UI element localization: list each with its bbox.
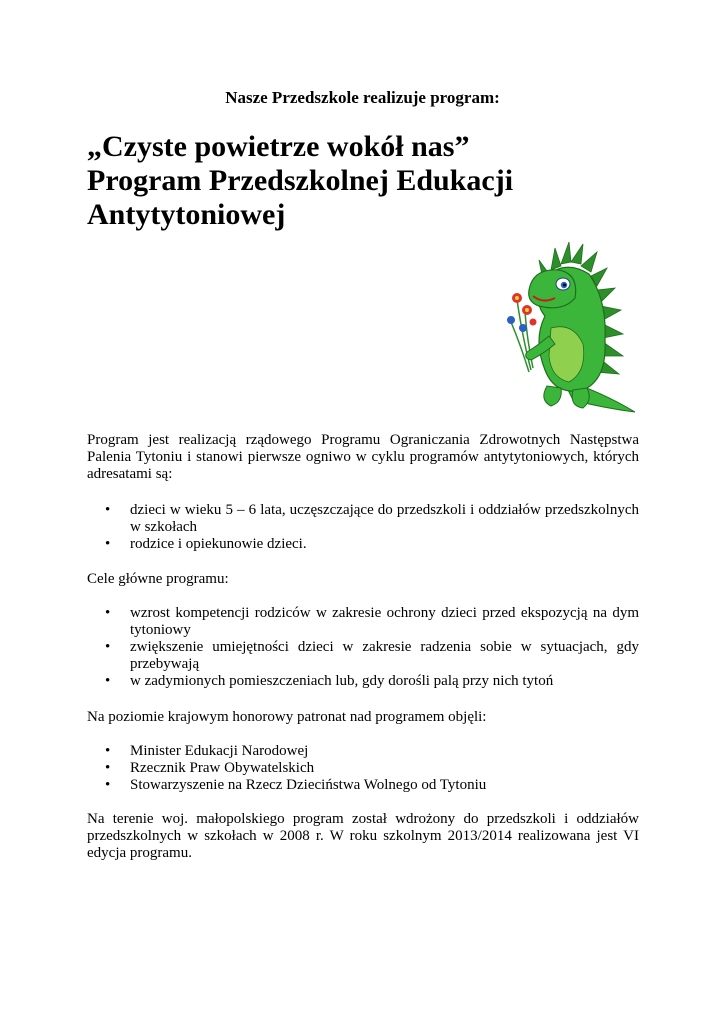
list-item: • Rzecznik Praw Obywatelskich: [105, 760, 639, 777]
intro-heading: Nasze Przedszkole realizuje program:: [225, 88, 500, 107]
addressees-list: [105, 502, 639, 553]
list-item: • wzrost kompetencji rodziców w zakresie ochrony dzieci przed ekspozycją na dym tytoniowy: [105, 605, 639, 639]
dinosaur-mascot-icon: [503, 240, 638, 415]
title-line-3: Antytytoniowej: [87, 198, 286, 231]
goals-heading: Cele główne programu:: [87, 571, 229, 587]
program-title: [87, 130, 647, 232]
list-item: • dzieci w wieku 5 – 6 lata, uczęszczające do przedszkoli i oddziałów przedszkolnych w szkołach: [105, 502, 639, 536]
list-item: • Stowarzyszenie na Rzecz Dzieciństwa Wolnego od Tytoniu: [105, 777, 639, 794]
list-item: • rodzice i opiekunowie dzieci.: [105, 536, 639, 553]
list-item: • w zadymionych pomieszczeniach lub, gdy dorośli palą przy nich tytoń: [105, 673, 639, 690]
goals-list: [105, 605, 639, 690]
list-item: • Minister Edukacji Narodowej: [105, 743, 639, 760]
closing-paragraph: Na terenie woj. małopolskiego program został wdrożony do przedszkoli i oddziałów przedszkolnych w szkołach w 2008 r. W roku szkolnym 2013/2014 realizowana jest VI edycja programu.: [87, 811, 639, 861]
title-line-1: „Czyste powietrze wokół nas”: [87, 130, 470, 163]
title-line-2: Program Przedszkolnej Edukacji: [87, 164, 514, 197]
patrons-list: [105, 743, 639, 794]
list-item: • zwiększenie umiejętności dzieci w zakresie radzenia sobie w sytuacjach, gdy przebywają: [105, 639, 639, 673]
patronage-heading: Na poziomie krajowym honorowy patronat nad programem objęli:: [87, 709, 487, 725]
intro-paragraph: Program jest realizacją rządowego Programu Ograniczania Zdrowotnych Następstwa Palenia Tytoniu i stanowi pierwsze ogniwo w cyklu programów antytytoniowych, których adresatami są:: [87, 432, 639, 482]
